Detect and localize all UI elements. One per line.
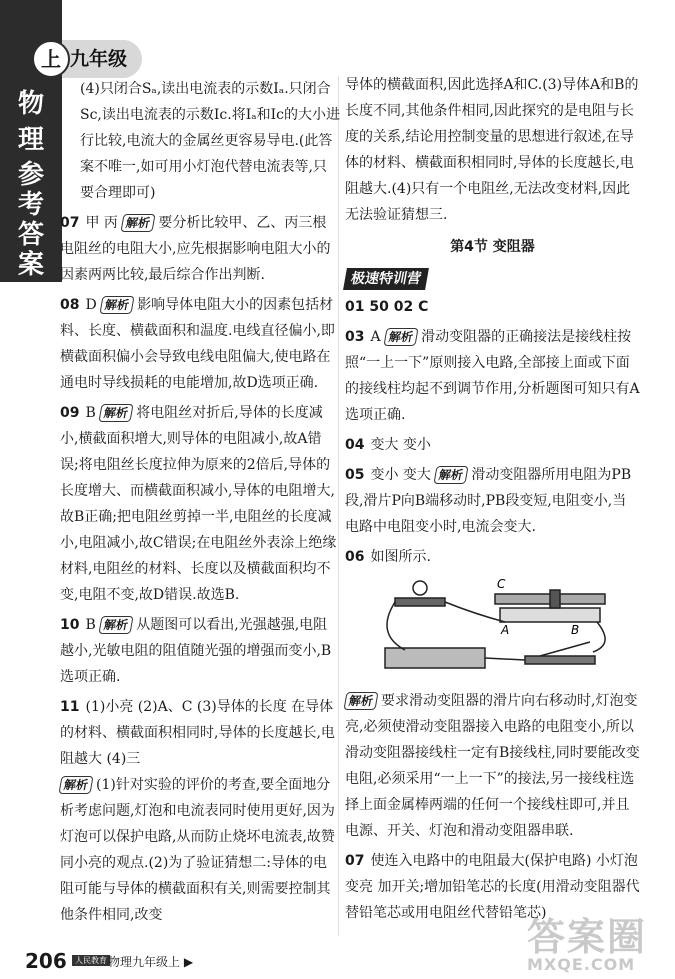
answer-char: 参: [17, 160, 44, 190]
answer-char: 案: [17, 250, 44, 280]
answer-char: 考: [17, 190, 44, 220]
switch-lever: [540, 642, 590, 656]
question-11: [60, 694, 340, 928]
label-c: C: [497, 577, 506, 591]
battery-icon: [385, 648, 485, 668]
question-number: 03: [345, 329, 365, 345]
watermark-url: MXQE.COM: [527, 955, 636, 974]
answer-char: 答: [17, 220, 44, 250]
left-column: [60, 76, 340, 932]
question-number: 07: [60, 215, 80, 231]
answer: D: [85, 297, 97, 313]
right-column: [345, 72, 640, 930]
camp-banner: 极速特训营: [343, 268, 429, 290]
grade-mark: 上: [32, 40, 70, 78]
question-number: 10: [60, 617, 80, 633]
analysis-text: 滑动变阻器所用电阻为PB段,滑片P向B端移动时,PB段变短,电阻变小,当电路中电阻变小时,电流会变大.: [345, 467, 632, 535]
book-volume: 上: [168, 955, 181, 969]
bulb-base: [395, 598, 445, 606]
watermark: [527, 906, 667, 974]
rheostat-slider: [550, 590, 560, 608]
book-name: 物理九年级: [108, 955, 169, 969]
analysis-tag: 解析: [434, 466, 469, 484]
question-05: [345, 462, 640, 540]
arrow-icon: ▶: [183, 955, 194, 969]
circuit-figure: [365, 574, 640, 684]
grade-label: 九年级: [70, 48, 128, 70]
answer-label: [8, 160, 54, 280]
question-03: [345, 324, 640, 428]
question-09: [60, 400, 340, 608]
analysis-tag: 解析: [383, 328, 418, 346]
bulb-icon: [413, 581, 427, 595]
analysis-text: 要求滑动变阻器的滑片向右移动时,灯泡变亮,必须使滑动变阻器接入电路的电阻变小,所以滑动变阻器接线柱一定有B接线柱,同时要能改变电阻,必须采用“一上一下”的接法,另一接线柱选择上面金属棒两端的任何一个接线柱即可,并且电源、开关、灯泡和滑动变阻器串联.: [345, 693, 640, 839]
question-number: 05: [345, 467, 365, 483]
question-08: [60, 292, 340, 396]
question-number: 04: [345, 437, 365, 453]
answer: B: [85, 617, 96, 633]
watermark-text: 答案圈: [527, 915, 648, 959]
rheostat-coil: [500, 608, 600, 622]
section-title: 第4节 变阻器: [450, 239, 535, 255]
publisher-badge: 人民教育: [72, 955, 110, 966]
analysis-text: 将电阻丝对折后,导体的长度减小,横截面积增大,则导体的电阻减小,故A错误;将电阻丝长度拉伸为原来的2倍后,导体的长度增大、而横截面积减小,导体的电阻增大,故B正确;把电阻丝剪掉一半,电阻丝的长度减小,电阻减小,故C错误;在电阻丝外表涂上绝缘材料,电阻丝的材料、长度以及横截面积均不变,电阻不变,故D错误.故选B.: [60, 405, 337, 603]
analysis-text: 从题图可以看出,光强越强,电阻越小,光敏电阻的阻值随光强的增强而变小,B选项正确.: [60, 617, 332, 685]
analysis-tag: 解析: [58, 776, 93, 794]
answer: 变大 变小: [370, 437, 431, 453]
subject-label: [8, 86, 54, 158]
analysis-tag: 解析: [99, 616, 134, 634]
question-06-analysis: [345, 688, 640, 844]
page-number: 206: [25, 949, 67, 973]
label-b: B: [571, 623, 580, 637]
analysis-text: 影响导体电阻大小的因素包括材料、长度、横截面积和温度.电线直径偏小,即横截面积偏小会导致电线电阻偏大,使电路在通电时导线损耗的电能增加,故D选项正确.: [60, 297, 335, 391]
question-10: [60, 612, 340, 690]
question-06: [345, 544, 640, 570]
answer: (1)小亮 (2)A、C (3)导体的长度 在导体的材料、横截面积相同时,导体的长度越长,电阻越大 (4)三: [60, 699, 335, 767]
question-number: 11: [60, 699, 80, 715]
subject-char: 理: [17, 125, 44, 155]
analysis-text: 要分析比较甲、乙、丙三根电阻丝的电阻大小,应先根据影响电阻大小的因素两两比较,最后综合作出判断.: [60, 215, 331, 283]
answer: A: [370, 329, 381, 345]
analysis-text: 滑动变阻器的正确接法是接线柱按照“一上一下”原则接入电路,全部接上面或下面的接线柱均起不到调节作用,分析题图可知只有A选项正确.: [345, 329, 640, 423]
question-number: 06: [345, 549, 365, 565]
analysis-text: (1)针对实验的评价的考查,要全面地分析考虑问题,灯泡和电流表同时使用更好,因为灯泡可以保护电路,从而防止烧坏电流表,故赞同小亮的观点.(2)为了验证猜想二:导体的电阻可能与导体的横截面积有关,则需要控制其他条件相同,改变: [60, 777, 335, 923]
answer: 变小 变大: [370, 467, 431, 483]
wire: [445, 602, 505, 622]
question-number: 09: [60, 405, 80, 421]
answer: 如图所示.: [370, 549, 431, 565]
wire: [593, 622, 605, 652]
book-title: [108, 953, 193, 970]
switch-base: [525, 656, 595, 664]
wire: [387, 602, 405, 650]
answer: 甲 丙: [85, 215, 118, 231]
analysis-tag: 解析: [99, 404, 134, 422]
circuit-drawing: [365, 574, 625, 684]
answer: B: [85, 405, 96, 421]
answer: 使连入电路中的电阻最大(保护电路) 小灯泡变亮 加开关;增加铅笔芯的长度(用滑动变阻器代替铅笔芯或用电阻丝代替铅笔芯): [345, 853, 640, 921]
q11-continuation: 导体的横截面积,因此选择A和C.(3)导体A和B的长度不同,其他条件相同,因此探究的是电阻与长度的关系,结论用控制变量的思想进行叙述,在导体的材料、横截面积相同时,导体的长度越长,电阻越大.(4)只有一个电阻丝,无法改变材料,因此无法验证猜想三.: [345, 77, 639, 223]
question-07: [60, 210, 340, 288]
analysis-tag: 解析: [100, 296, 135, 314]
subject-char: 物: [17, 89, 44, 119]
q06-continuation: (4)只闭合Sₐ,读出电流表的示数Iₐ.只闭合Sc,读出电流表的示数Ic.将Iₐ和Ic的大小进行比较,电流大的金属丝更容易导电.(此答案不唯一,如可用小灯泡代替电流表等,只要合理即可): [80, 81, 341, 201]
questions-01-02: 01 50 02 C: [345, 299, 429, 315]
question-04: [345, 432, 640, 458]
question-number: 08: [60, 297, 80, 313]
question-number: 07: [345, 853, 365, 869]
wire: [485, 658, 525, 660]
analysis-tag: 解析: [121, 214, 156, 232]
label-a: A: [501, 623, 510, 637]
analysis-tag: 解析: [343, 692, 378, 710]
